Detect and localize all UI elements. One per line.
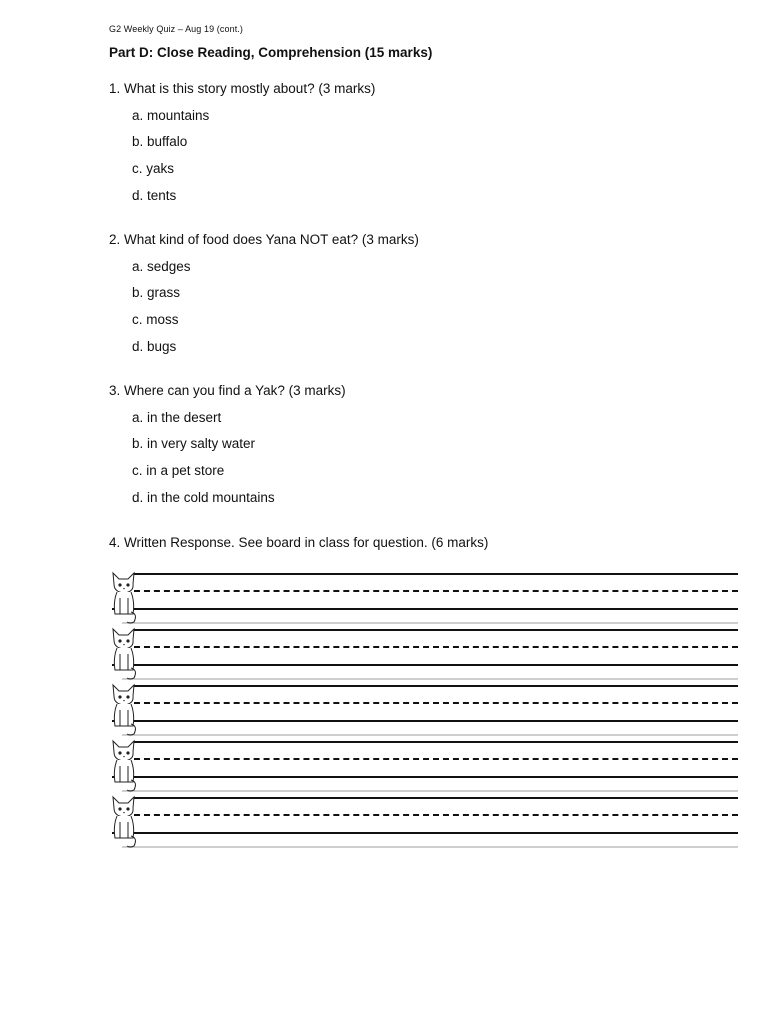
- question-2: [109, 231, 729, 356]
- dashed-midline: [134, 758, 738, 760]
- option-item: c. in a pet store: [132, 463, 225, 479]
- question-1: [109, 80, 729, 205]
- writing-lines-area: [108, 568, 738, 850]
- baseline: [112, 832, 738, 834]
- option-list: [109, 98, 729, 205]
- baseline: [112, 720, 738, 722]
- cat-icon: [108, 738, 140, 792]
- cat-icon: [108, 794, 140, 848]
- writing-line-row[interactable]: [108, 680, 738, 736]
- question-text: 4. Written Response. See board in class for question. (6 marks): [109, 535, 489, 550]
- writing-line-row[interactable]: [108, 792, 738, 848]
- question-4: [109, 534, 729, 552]
- baseline: [112, 664, 738, 666]
- dashed-midline: [134, 814, 738, 816]
- cat-icon: [108, 570, 140, 624]
- option-list: [109, 400, 729, 507]
- descender-line: [122, 846, 738, 848]
- dashed-midline: [134, 702, 738, 704]
- baseline: [112, 776, 738, 778]
- dashed-midline: [134, 646, 738, 648]
- option-item: a. in the desert: [132, 409, 222, 425]
- option-item: a. mountains: [132, 107, 210, 123]
- question-text: 2. What kind of food does Yana NOT eat? (3 marks): [109, 232, 419, 247]
- cat-icon: [108, 682, 140, 736]
- cat-icon: [108, 626, 140, 680]
- top-line: [134, 797, 738, 799]
- option-item: d. bugs: [132, 338, 177, 354]
- top-line: [134, 573, 738, 575]
- writing-line-row[interactable]: [108, 568, 738, 624]
- option-item: b. in very salty water: [132, 436, 256, 452]
- option-item: c. moss: [132, 312, 179, 328]
- part-title: Part D: Close Reading, Comprehension (15 marks): [109, 45, 433, 60]
- baseline: [112, 608, 738, 610]
- question-3: [109, 382, 729, 507]
- dashed-midline: [134, 590, 738, 592]
- option-item: d. in the cold mountains: [132, 489, 275, 505]
- question-text: 1. What is this story mostly about? (3 marks): [109, 81, 376, 96]
- option-item: d. tents: [132, 187, 177, 203]
- top-line: [134, 741, 738, 743]
- writing-line-row[interactable]: [108, 736, 738, 792]
- quiz-header-label: G2 Weekly Quiz – Aug 19 (cont.): [109, 24, 243, 34]
- option-list: [109, 249, 729, 356]
- option-item: b. grass: [132, 285, 181, 301]
- top-line: [134, 685, 738, 687]
- option-item: a. sedges: [132, 258, 191, 274]
- top-line: [134, 629, 738, 631]
- option-item: c. yaks: [132, 161, 175, 177]
- writing-line-row[interactable]: [108, 624, 738, 680]
- question-text: 3. Where can you find a Yak? (3 marks): [109, 383, 346, 398]
- option-item: b. buffalo: [132, 134, 188, 150]
